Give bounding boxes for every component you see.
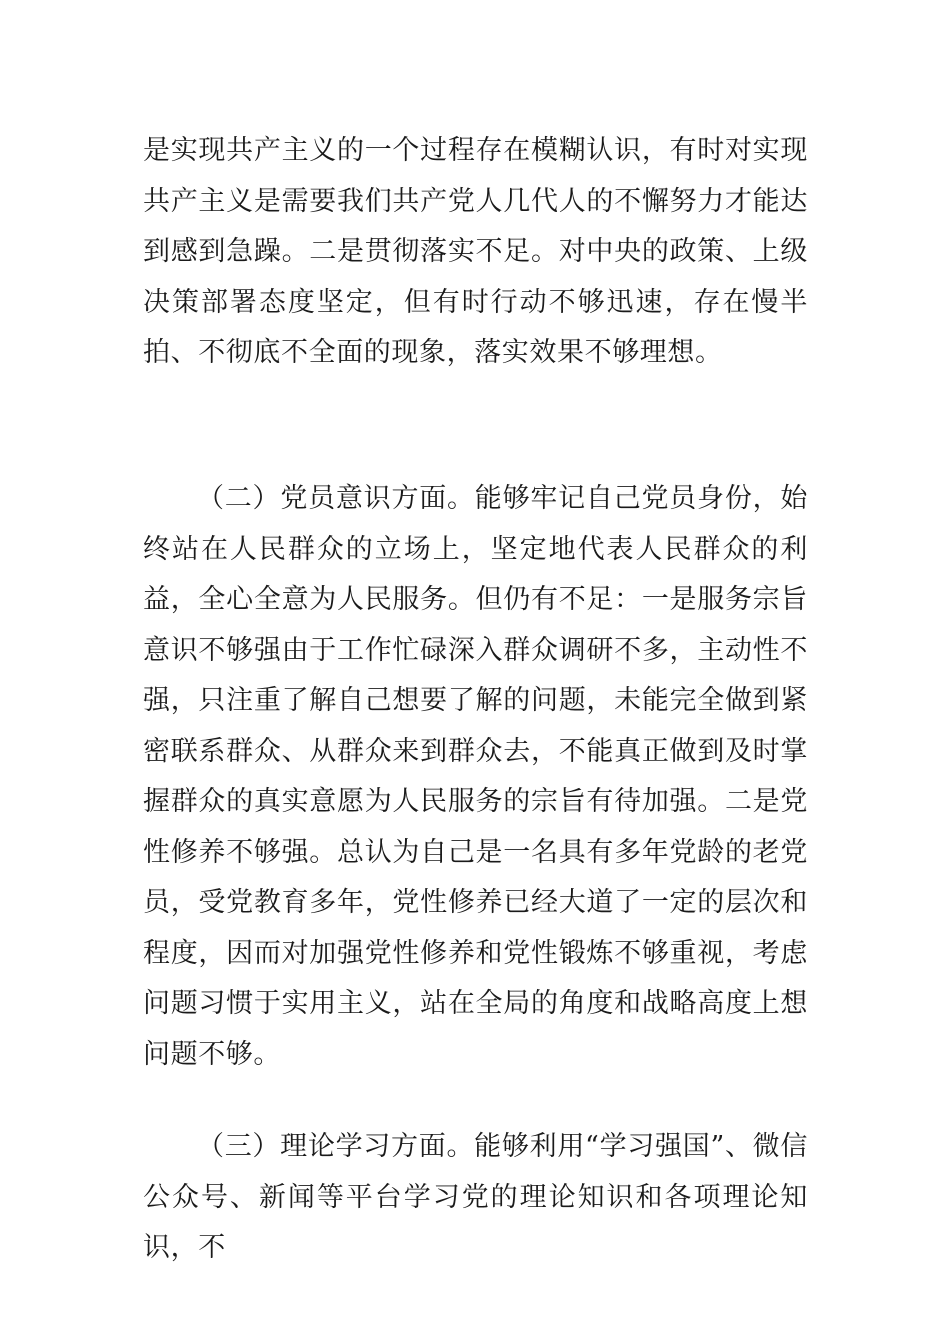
paragraph-continuation: 是实现共产主义的一个过程存在模糊认识，有时对实现共产主义是需要我们共产党人几代人的不懈努力才能达到感到急躁。二是贯彻落实不足。对中央的政策、上级决策部署态度坚定，但有时行动不够迅速，存在慢半拍、不彻底不全面的现象，落实效果不够理想。 — [143, 135, 808, 368]
paragraph-theory-study: （三）理论学习方面。能够利用“学习强国”、微信公众号、新闻等平台学习党的理论知识和各项理论知识，不 — [143, 1131, 808, 1263]
paragraph-party-awareness: （二）党员意识方面。能够牢记自己党员身份，始终站在人民群众的立场上，坚定地代表人民群众的利益，全心全意为人民服务。但仍有不足：一是服务宗旨意识不够强由于工作忙碌深入群众调研不多，主动性不强，只注重了解自己想要了解的问题，未能完全做到紧密联系群众、从群众来到群众去，不能真正做到及时掌握群众的真实意愿为人民服务的宗旨有待加强。二是党性修养不够强。总认为自己是一名具有多年党龄的老党员，受党教育多年，党性修养已经大道了一定的层次和程度，因而对加强党性修养和党性锻炼不够重视，考虑问题习惯于实用主义，站在全局的角度和战略高度上想问题不够。 — [143, 483, 808, 1070]
